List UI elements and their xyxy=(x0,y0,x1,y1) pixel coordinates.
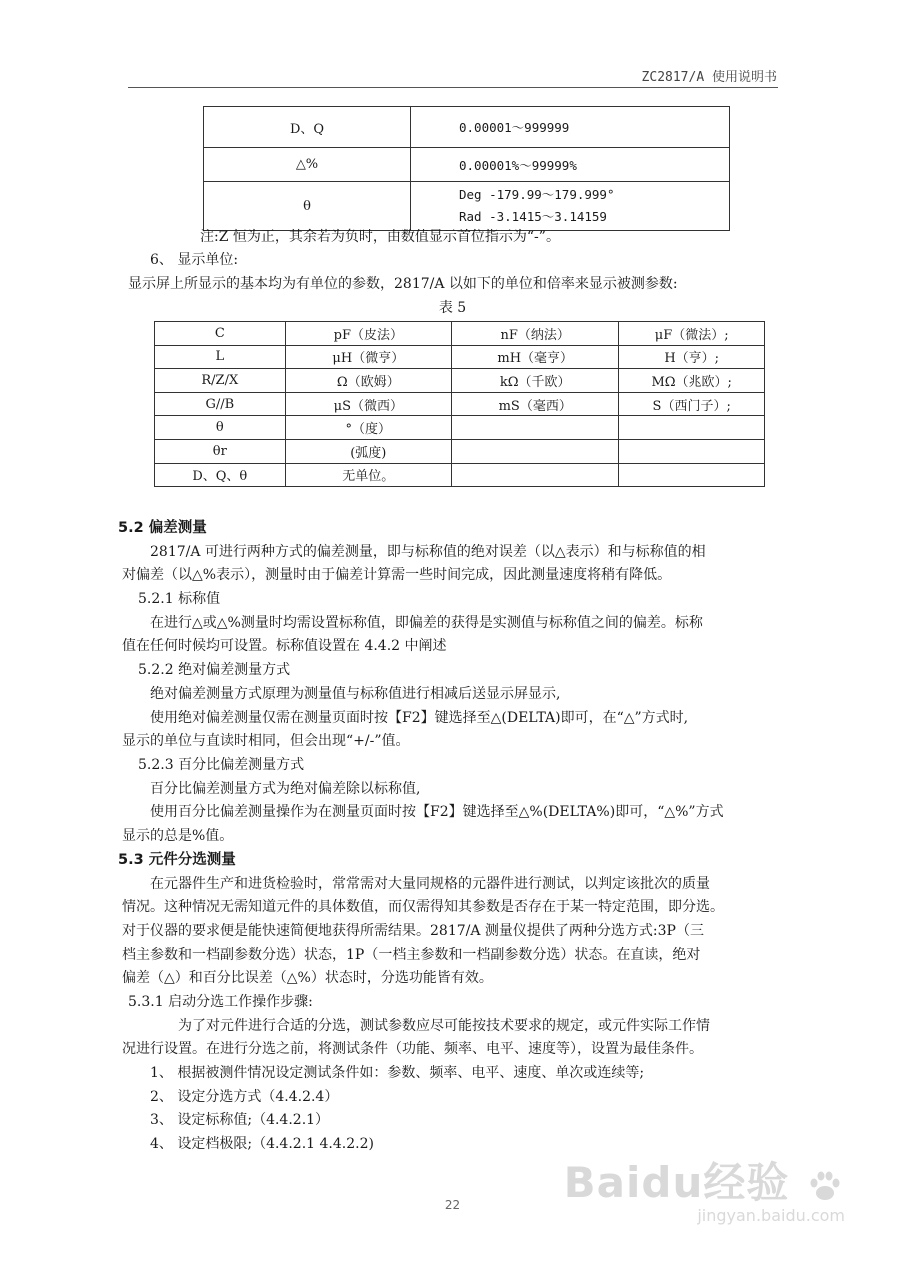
watermark xyxy=(564,1150,845,1225)
table-row xyxy=(204,148,730,182)
unit-table xyxy=(154,321,765,487)
table-cell: S（西门子）; xyxy=(619,392,765,416)
paragraph: 绝对偏差测量方式原理为测量值与标称值进行相减后送显示屏显示, xyxy=(150,686,561,702)
table-cell: mH（毫亨） xyxy=(452,345,619,369)
page-number: 22 xyxy=(444,1198,461,1212)
section-6-text: 显示屏上所显示的基本均为有单位的参数，2817/A 以如下的单位和倍率来显示被测参数: xyxy=(128,276,678,292)
paragraph: 情况。这种情况无需知道元件的具体数值，而仅需得知其参数是否存在于某一特定范围，即分选。 xyxy=(122,899,724,915)
table-cell xyxy=(452,416,619,440)
table-row xyxy=(204,107,730,148)
subsection-5-2-2-title: 5.2.2 绝对偏差测量方式 xyxy=(138,662,291,678)
table-cell: θr xyxy=(155,439,286,463)
range-table xyxy=(203,106,730,231)
section-6-title: 6、 显示单位: xyxy=(150,252,239,268)
table-cell: R/Z/X xyxy=(155,369,286,393)
paragraph: 值在任何时候均可设置。标称值设置在 4.4.2 中阐述 xyxy=(122,638,447,654)
table-cell: θ xyxy=(155,416,286,440)
table-cell: μF（微法）; xyxy=(619,322,765,346)
paragraph: 对于仪器的要求便是能快速简便地获得所需结果。2817/A 测量仪提供了两种分选方式:3P（三 xyxy=(122,923,704,939)
header-rule xyxy=(128,87,778,88)
subsection-5-3-1-title: 5.3.1 启动分选工作操作步骤: xyxy=(128,994,313,1010)
paragraph: 2817/A 可进行两种方式的偏差测量，即与标称值的绝对误差（以△表示）和与标称值的相 xyxy=(150,544,706,560)
table-cell xyxy=(411,182,730,231)
table-cell: (弧度) xyxy=(285,439,451,463)
table-cell: °（度） xyxy=(285,416,451,440)
subsection-5-2-1-title: 5.2.1 标称值 xyxy=(138,591,221,607)
paragraph: 档主参数和一档副参数分选）状态，1P（一档主参数和一档副参数分选）状态。在直读，绝对 xyxy=(122,947,701,963)
paragraph: 在进行△或△%测量时均需设置标称值，即偏差的获得是实测值与标称值之间的偏差。标称 xyxy=(150,615,703,631)
table-caption: 表 5 xyxy=(438,300,467,316)
list-item: 2、 设定分选方式（4.4.2.4） xyxy=(150,1089,339,1105)
table-row xyxy=(155,416,765,440)
table-cell xyxy=(452,463,619,487)
table-cell: nF（纳法） xyxy=(452,322,619,346)
list-item: 4、 设定档极限;（4.4.2.1 4.4.2.2) xyxy=(150,1136,374,1152)
table-row xyxy=(155,345,765,369)
paragraph: 况进行设置。在进行分选之前，将测试条件（功能、频率、电平、速度等），设置为最佳条件。 xyxy=(122,1041,703,1057)
table-cell xyxy=(452,439,619,463)
table-cell: kΩ（千欧） xyxy=(452,369,619,393)
paw-icon xyxy=(805,1166,845,1206)
paragraph: 为了对元件进行合适的分选，测试参数应尽可能按技术要求的规定，或元件实际工作情 xyxy=(178,1018,710,1034)
table-cell: pF（皮法） xyxy=(285,322,451,346)
table-row xyxy=(204,182,730,231)
range-line: Deg -179.99～179.999° xyxy=(459,187,615,202)
note: 注:Z 恒为正，其余若为负时，由数值显示首位指示为“-”。 xyxy=(200,229,560,245)
table-cell: △% xyxy=(204,148,411,182)
table-row xyxy=(155,392,765,416)
table-row xyxy=(155,463,765,487)
table-row xyxy=(155,439,765,463)
table-cell: G//B xyxy=(155,392,286,416)
section-5-2-title: 5.2 偏差测量 xyxy=(118,520,207,536)
paragraph: 显示的总是%值。 xyxy=(122,828,234,844)
table-row xyxy=(155,322,765,346)
list-item: 3、 设定标称值;（4.4.2.1） xyxy=(150,1112,330,1128)
watermark-brand: Baidu经验 xyxy=(563,1158,790,1207)
table-cell: θ xyxy=(204,182,411,231)
table-cell xyxy=(619,463,765,487)
paragraph: 使用绝对偏差测量仅需在测量页面时按【F2】键选择至△(DELTA)即可，在“△”方式时, xyxy=(150,710,689,726)
table-cell: 无单位。 xyxy=(285,463,451,487)
paragraph: 对偏差（以△%表示），测量时由于偏差计算需一些时间完成，因此测量速度将稍有降低。 xyxy=(122,567,672,583)
list-item: 1、 根据被测件情况设定测试条件如：参数、频率、电平、速度、单次或连续等; xyxy=(150,1065,645,1081)
table-cell: C xyxy=(155,322,286,346)
range-line: Rad -3.1415～3.14159 xyxy=(459,209,607,224)
paragraph: 偏差（△）和百分比误差（△%）状态时，分选功能皆有效。 xyxy=(122,970,493,986)
document-header: ZC2817/A 使用说明书 xyxy=(641,70,777,85)
watermark-url: jingyan.baidu.com xyxy=(697,1206,845,1225)
table-cell: MΩ（兆欧）; xyxy=(619,369,765,393)
paragraph: 百分比偏差测量方式为绝对偏差除以标称值, xyxy=(150,781,421,797)
table-row xyxy=(155,369,765,393)
table-cell: 0.00001～999999 xyxy=(411,107,730,148)
table-cell: 0.00001%～99999% xyxy=(411,148,730,182)
table-cell xyxy=(619,416,765,440)
table-cell: μH（微亨） xyxy=(285,345,451,369)
paragraph: 使用百分比偏差测量操作为在测量页面时按【F2】键选择至△%(DELTA%)即可，“△%”方式 xyxy=(150,804,724,820)
table-cell: D、Q、θ xyxy=(155,463,286,487)
table-cell: Ω（欧姆） xyxy=(285,369,451,393)
table-cell xyxy=(619,439,765,463)
table-cell: L xyxy=(155,345,286,369)
paragraph: 在元器件生产和进货检验时，常常需对大量同规格的元器件进行测试，以判定该批次的质量 xyxy=(150,876,710,892)
table-cell: mS（毫西） xyxy=(452,392,619,416)
table-cell: H（亨）; xyxy=(619,345,765,369)
paragraph: 显示的单位与直读时相同，但会出现“+/-”值。 xyxy=(122,733,410,749)
subsection-5-2-3-title: 5.2.3 百分比偏差测量方式 xyxy=(138,757,305,773)
table-cell: D、Q xyxy=(204,107,411,148)
section-5-3-title: 5.3 元件分选测量 xyxy=(118,852,236,868)
table-cell: μS（微西） xyxy=(285,392,451,416)
